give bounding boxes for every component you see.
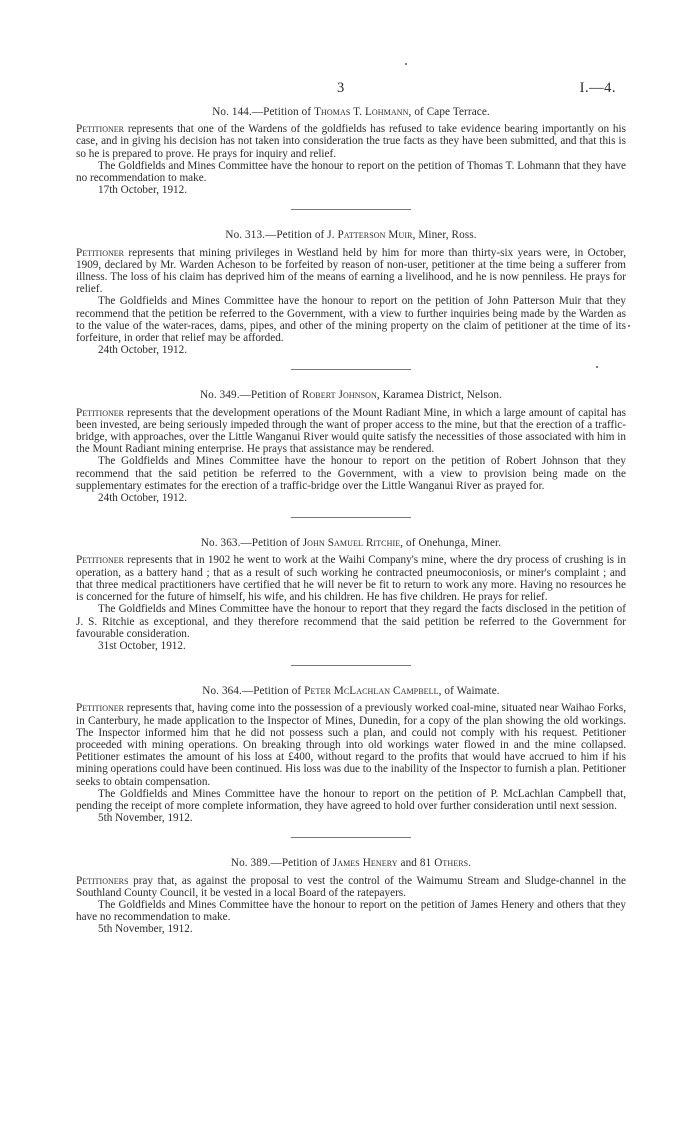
petitioner-location: , of Onehunga, Miner.: [400, 537, 502, 550]
petition-body-text: represents that mining privileges in Westland held by him for more than thirty-six years were, in October, 1909, declared by Mr. Warden Acheson to be forfeited by reason of non-user, petitioner at the time being a sufferer from illness. The loss of his claim has deprived him of the means of earning a livelihood, and he is now penniless. He prays for relief.: [76, 246, 626, 296]
petitioner-location: , of Cape Terrace.: [408, 106, 490, 118]
petitioner-name: John Samuel Ritchie: [302, 537, 401, 550]
committee-report: The Goldfields and Mines Committee have the honour to report that they regard the facts disclosed in the petition of J. S. Ritchie as exceptional, and they therefore recommend that the said petition be referred to the Government for favourable consideration.: [76, 603, 626, 640]
petitioner-lead: Petitioner: [76, 406, 124, 419]
petitioner-name: James Henery: [332, 857, 398, 870]
petitioner-lead: Petitioners: [76, 874, 129, 887]
petitions-list: [76, 106, 626, 936]
petitioner-location: , Karamea District, Nelson.: [376, 389, 503, 402]
petition-body-text: represents that, having come into the possession of a previously worked coal-mine, situated near Waihao Forks, in Canterbury, he made application to the Inspector of Mines, Dunedin, for a copy of the plan showing the old workings. The Inspector informed him that he did not possess such a plan, and could not comply with his request. Petitioner proceeded with mining operations. On breaking through into old workings water flowed in and the mine collapsed. Petitioner estimates the amount of his loss at £400, without regard to the profits that would have accrued to him if his mining operations could have been continued. His loss was due to the inability of the Inspector to furnish a plan. Petitioner seeks to obtain compensation.: [76, 702, 626, 788]
section-divider: [291, 665, 411, 666]
committee-report: The Goldfields and Mines Committee have the honour to report on the petition of James Henery and others that they have no recommendation to make.: [76, 898, 626, 924]
petition-body: [76, 407, 626, 456]
petition-title: [76, 106, 626, 118]
petition-body: [76, 702, 626, 787]
section-divider: [291, 209, 411, 210]
report-date: 5th November, 1912.: [98, 923, 193, 936]
committee-report: The Goldfields and Mines Committee have the honour to report on the petition of Thomas T. Lohmann that they have no recommendation to make.: [76, 159, 626, 185]
petition-entry: [76, 537, 626, 652]
petitioner-location: and 81: [397, 857, 435, 870]
petitioner-name: Peter McLachlan Campbell: [304, 685, 439, 698]
report-date: 5th November, 1912.: [98, 812, 193, 825]
report-date: 24th October, 1912.: [98, 492, 188, 505]
petitioner-lead: Petitioner: [76, 702, 124, 715]
print-speck: [596, 366, 598, 368]
petition-number: No. 349.—Petition of: [199, 389, 299, 402]
petition-entry: [76, 389, 626, 504]
petition-entry: [76, 685, 626, 824]
petition-title: [76, 685, 626, 697]
petition-title: [76, 229, 626, 241]
petitioner-location: , Miner, Ross.: [412, 229, 477, 242]
petitioner-lead: Petitioner: [76, 554, 124, 567]
petition-title: [76, 857, 626, 869]
section-divider: [291, 837, 411, 838]
petition-number: No. 389.—Petition of: [230, 857, 330, 870]
petition-number: No. 363.—Petition of: [200, 537, 300, 550]
petition-body: [76, 247, 626, 296]
petition-body: [76, 875, 626, 899]
petition-entry: [76, 857, 626, 935]
petition-body-text: represents that in 1902 he went to work at the Waihi Company's mine, where the dry process of crushing is in operation, as a battery hand ; that as a result of such working he contracted pneumoconiosis, or miner's complaint ; and that three medical practitioners have certified that he will never be fit to return to work any more. Having no resources he is concerned for the future of himself, his wife, and his children. He has five children. He prays for relief.: [76, 554, 626, 604]
petitioner-name: Thomas T. Lohmann: [314, 106, 409, 118]
petition-title: [76, 389, 626, 401]
section-divider: [291, 517, 411, 518]
petition-body: [76, 554, 626, 603]
page-header: [0, 80, 700, 98]
petitioner-name: Robert Johnson: [301, 389, 377, 402]
report-date: 17th October, 1912.: [98, 184, 188, 197]
print-speck: [628, 325, 630, 327]
petition-title: [76, 537, 626, 549]
petition-number: No. 144.—Petition of: [212, 106, 312, 118]
committee-report: The Goldfields and Mines Committee have the honour to report on the petition of Robert Johnson that they recommend that the said petition be referred to the Government, with a view to provision being made on the supplementary estimates for the erection of a traffic-bridge over the Little Wanganui River as prayed for.: [76, 455, 626, 492]
petitioner-name: J. Patterson Muir: [327, 229, 413, 242]
petitioner-name-others: Others: [434, 857, 469, 870]
section-divider: [291, 369, 411, 370]
petition-number: No. 313.—Petition of: [225, 229, 325, 242]
print-speck: [405, 63, 407, 65]
page-number: 3: [337, 80, 345, 96]
petitioner-lead: Petitioner: [76, 123, 124, 136]
report-date: 31st October, 1912.: [98, 639, 186, 652]
petitioner-lead: Petitioner: [76, 246, 124, 259]
document-reference: I.—4.: [579, 80, 616, 96]
petition-entry: [76, 229, 626, 356]
petition-entry: [76, 106, 626, 196]
report-date: 24th October, 1912.: [98, 344, 188, 357]
petition-body-text: represents that one of the Wardens of the goldfields has refused to take evidence bearing importantly on his case, and in giving his decision has not taken into consideration the true facts as they have been submitted, and that this is so he is prepared to prove. He prays for inquiry and relief.: [76, 123, 626, 160]
petition-body-text: represents that the development operations of the Mount Radiant Mine, in which a large amount of capital has been invested, are being seriously impeded through the want of proper access to the mine, but that the erection of a traffic-bridge, with approaches, over the Little Wanganui River would quite satisfy the necessities of those associated with him in the Mount Radiant mining enterprise. He prays that assistance may be rendered.: [76, 406, 626, 456]
committee-report: The Goldfields and Mines Committee have the honour to report on the petition of P. McLachlan Campbell that, pending the receipt of more complete information, they have agreed to hold over further consideration until next session.: [76, 787, 626, 812]
petitioner-location: , of Waimate.: [438, 685, 500, 698]
petition-number: No. 364.—Petition of: [202, 685, 302, 698]
petition-body-text: pray that, as against the proposal to vest the control of the Waimumu Stream and Sludge-channel in the Southland County Council, it be vested in a local Board of the ratepayers.: [76, 874, 626, 899]
committee-report: The Goldfields and Mines Committee have the honour to report on the petition of John Patterson Muir that they recommend that the petition be referred to the Government, with a view to further inquiries being made by the Warden as to the value of the water-races, dams, pipes, and other of the mining property on the claim of petitioner at the time of its forfeiture, in order that relief may be afforded.: [76, 295, 626, 345]
petitioner-location-end: .: [468, 857, 472, 870]
petition-body: [76, 123, 626, 160]
